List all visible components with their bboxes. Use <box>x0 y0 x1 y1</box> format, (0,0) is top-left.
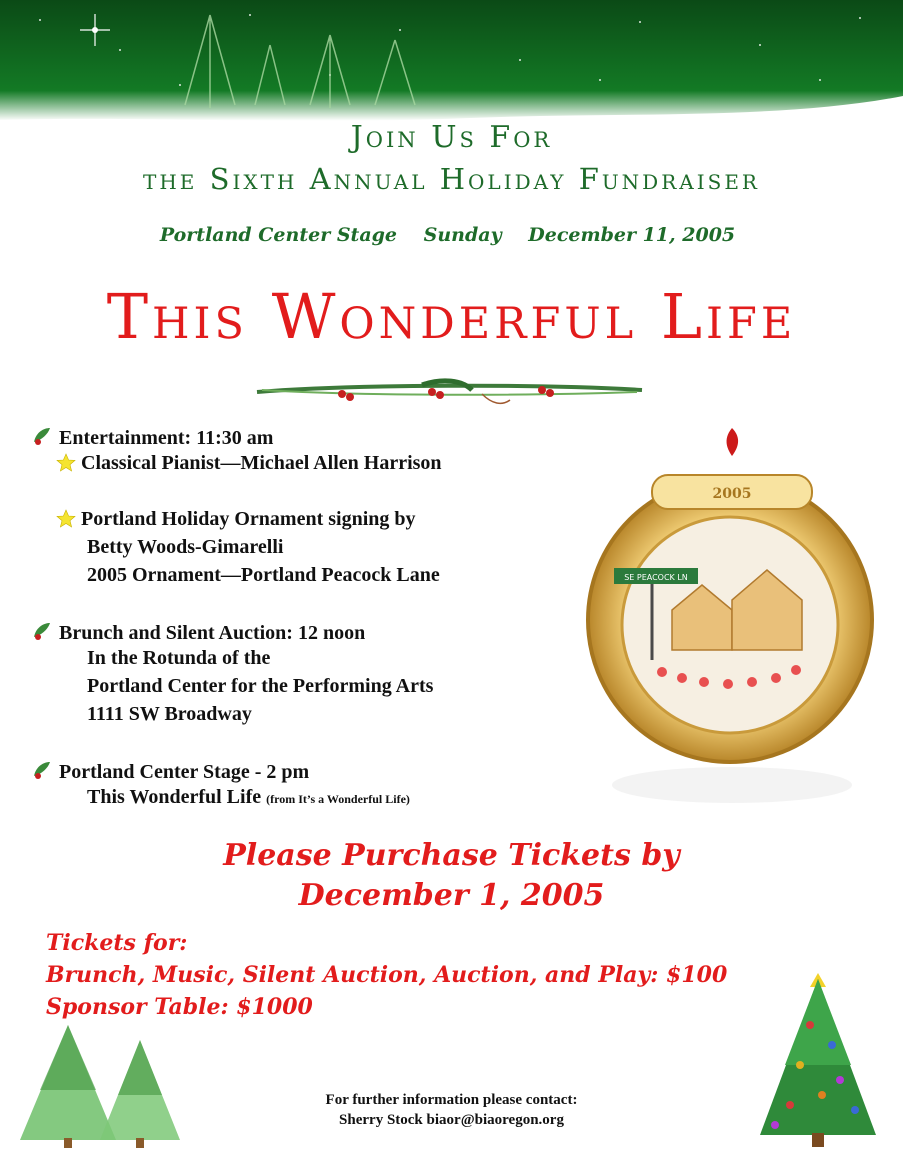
stage-label: Portland Center Stage - 2 pm <box>59 761 310 783</box>
event-day: Sunday <box>423 224 502 246</box>
purchase-line-2: December 1, 2005 <box>298 878 605 913</box>
entertainment-row <box>30 424 273 450</box>
page-title: This Wonderful Life <box>106 280 797 353</box>
ornament-signing-text: Portland Holiday Ornament signing by <box>81 508 416 530</box>
holly-icon <box>30 424 54 448</box>
brunch-row <box>30 619 365 645</box>
pianist-row <box>56 452 442 475</box>
street-sign-text: SE PEACOCK LN <box>624 573 688 582</box>
garland-divider <box>252 370 646 412</box>
holly-icon <box>30 619 54 643</box>
purchase-line-1: Please Purchase Tickets by <box>223 838 680 873</box>
ornament-artist: Betty Woods-Gimarelli <box>87 536 284 558</box>
stage-row <box>30 758 309 784</box>
join-us-heading: Join Us For <box>350 120 553 155</box>
fundraiser-heading: the Sixth Annual Holiday Fundraiser <box>143 162 760 196</box>
tickets-label: Tickets for: <box>46 930 188 956</box>
pianist-text: Classical Pianist—Michael Allen Harrison <box>81 452 442 474</box>
venue-name: Portland Center Stage <box>159 224 398 246</box>
brunch-location-1: In the Rotunda of the <box>87 647 271 669</box>
contact-line-1: For further information please contact: <box>325 1092 578 1108</box>
tickets-brunch-play: Brunch, Music, Silent Auction, Auction, and Play: $100 <box>46 962 728 988</box>
brunch-location-2: Portland Center for the Performing Arts <box>87 675 434 697</box>
ornament-signing-row <box>56 508 416 531</box>
pine-trees-image <box>10 1020 190 1150</box>
tickets-sponsor: Sponsor Table: $1000 <box>46 994 313 1020</box>
play-title: This Wonderful Life <box>87 786 262 808</box>
ornament-image <box>582 420 882 810</box>
play-row <box>87 786 410 809</box>
play-note: (from It’s a Wonderful Life) <box>266 792 410 806</box>
contact-info <box>0 1090 903 1130</box>
contact-line-2: Sherry Stock biaor@biaoregon.org <box>339 1112 564 1128</box>
event-date: December 11, 2005 <box>528 224 736 246</box>
brunch-address: 1111 SW Broadway <box>87 703 252 725</box>
ornament-title: 2005 Ornament—Portland Peacock Lane <box>87 564 440 586</box>
holly-icon <box>30 758 54 782</box>
event-info <box>0 224 899 246</box>
evergreen-banner <box>0 0 903 128</box>
purchase-deadline <box>0 836 903 916</box>
ornament-year: 2005 <box>712 486 752 502</box>
star-icon <box>56 509 76 529</box>
brunch-label: Brunch and Silent Auction: 12 noon <box>59 622 366 644</box>
entertainment-label: Entertainment: 11:30 am <box>59 427 274 449</box>
star-icon <box>56 453 76 473</box>
